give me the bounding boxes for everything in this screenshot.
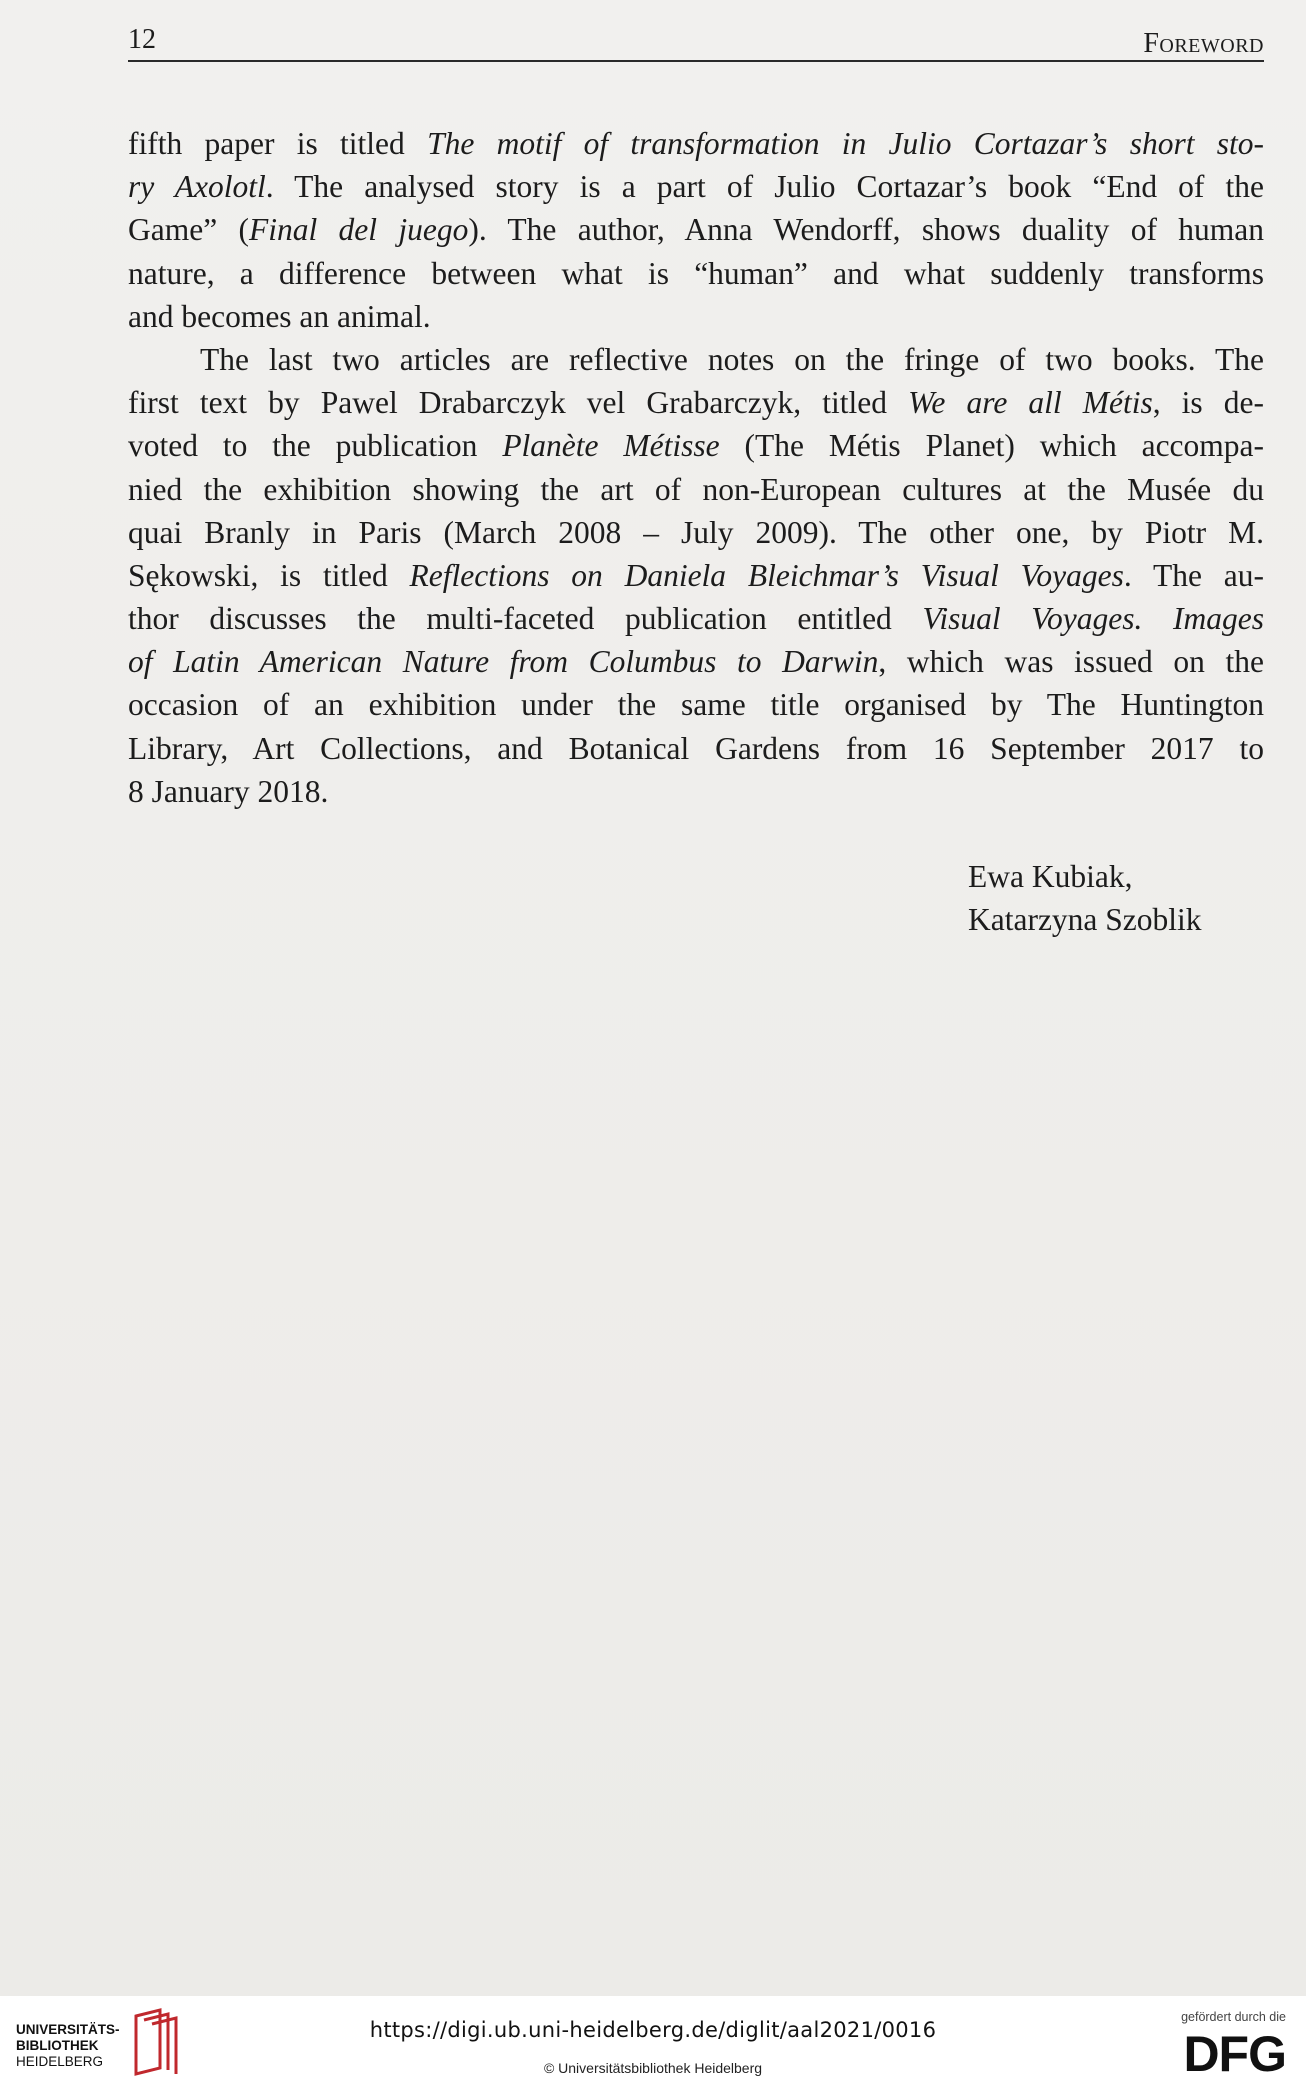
- italic-title: of Latin American Nature from Columbus to Darwin: [128, 644, 879, 680]
- italic-title: The motif of transformation in Julio Cortazar’s short sto-: [427, 126, 1264, 161]
- text-line: [128, 727, 1264, 770]
- paragraph-1: [128, 122, 1264, 338]
- header-rule: [128, 60, 1264, 62]
- text-run: (The Métis Planet) which accompa-: [719, 428, 1265, 464]
- library-name-line-1: UNIVERSITÄTS-: [16, 2022, 120, 2037]
- text-line: [128, 554, 1264, 597]
- paragraph-2: [128, 338, 1264, 813]
- text-line: [128, 208, 1264, 251]
- italic-title: Planète Métisse: [502, 428, 720, 464]
- text-run: fifth paper is titled: [128, 126, 428, 161]
- library-name-line-3: HEIDELBERG: [16, 2054, 104, 2069]
- page-number: 12: [128, 24, 156, 55]
- text-line: [128, 252, 1264, 295]
- text-line: [128, 770, 1264, 813]
- italic-title: We are all Métis: [908, 385, 1153, 421]
- text-run: voted to the publication: [128, 428, 503, 464]
- text-line: [128, 683, 1264, 726]
- text-run: Sękowski, is titled: [128, 557, 410, 593]
- text-line: [128, 122, 1264, 165]
- text-run: Library, Art Collections, and Botanical Gardens from 16 September 2017 to: [128, 730, 1264, 766]
- library-name-line-2: BIBLIOTHEK: [16, 2038, 99, 2053]
- viewer-footer: [0, 1996, 1306, 2090]
- italic-title: ry Axolotl: [128, 169, 266, 205]
- text-run: and becomes an animal.: [128, 298, 431, 334]
- text-run: ). The author, Anna Wendorff, shows duality of human: [468, 212, 1264, 248]
- italic-title: Reflections on Daniela Bleichmar’s Visual Voyages: [409, 557, 1124, 593]
- text-run: , which was issued on the: [878, 644, 1265, 680]
- italic-title: Final del juego: [249, 212, 469, 248]
- text-run: Game” (: [128, 212, 249, 248]
- text-line: [128, 424, 1264, 467]
- text-run: The last two articles are reflective notes on the fringe of two books. The: [200, 341, 1264, 377]
- text-line: [128, 381, 1264, 424]
- page-header: [128, 22, 1264, 58]
- text-run: first text by Pawel Drabarczyk vel Grabarczyk, titled: [128, 385, 909, 421]
- italic-title: Visual Voyages. Images: [922, 601, 1264, 637]
- text-line: [128, 468, 1264, 511]
- text-line: [128, 295, 1264, 338]
- text-line: [128, 597, 1264, 640]
- text-run: 8 January 2018.: [128, 773, 329, 809]
- text-run: . The au-: [1123, 557, 1264, 593]
- text-run: , is de-: [1152, 385, 1265, 421]
- text-run: nature, a difference between what is “human” and what suddenly transforms: [128, 255, 1264, 291]
- text-run: nied the exhibition showing the art of non-European cultures at the Musée du: [128, 471, 1264, 507]
- signature-author-2: Katarzyna Szoblik: [968, 902, 1202, 938]
- copyright-notice: © Universitätsbibliothek Heidelberg: [543, 2060, 763, 2076]
- text-line: [128, 165, 1264, 208]
- running-title: Foreword: [1143, 28, 1264, 59]
- body-text: [128, 122, 1264, 813]
- text-line: [128, 511, 1264, 554]
- funding-caption: gefördert durch die: [1181, 2010, 1286, 2024]
- text-run: occasion of an exhibition under the same title organised by The Huntington: [128, 687, 1264, 723]
- text-run: . The analysed story is a part of Julio Cortazar’s book “End of the: [265, 169, 1264, 205]
- dfg-logo[interactable]: DFG: [1183, 2026, 1286, 2082]
- permalink-url[interactable]: https://digi.ub.uni-heidelberg.de/diglit/aal2021/0016: [369, 2018, 937, 2042]
- text-line: [128, 338, 1264, 381]
- text-line: [128, 640, 1264, 683]
- text-run: thor discusses the multi-faceted publication entitled: [128, 601, 923, 637]
- signature-author-1: Ewa Kubiak,: [968, 859, 1133, 894]
- signature-block: [968, 855, 1268, 941]
- text-run: quai Branly in Paris (March 2008 – July 2009). The other one, by Piotr M.: [128, 514, 1264, 550]
